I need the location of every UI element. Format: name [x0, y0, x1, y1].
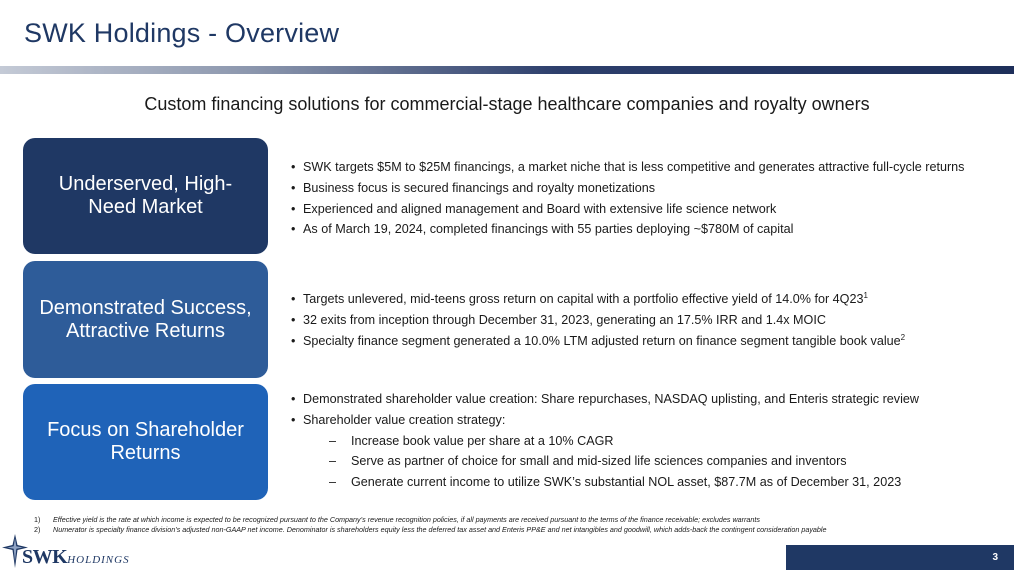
logo-secondary-text: HOLDINGS [67, 554, 130, 566]
footnote-text: Effective yield is the rate at which income is expected to be recognized pursuant to the Company’s revenue recognition policies, if all payments are received pursuant to the terms of the finance receivable; excludes warrants [53, 515, 761, 524]
footnote-text: Numerator is specialty finance division’s adjusted non-GAAP net income. Denominator is shareholders equity less the deferred tax asset and Enteris PP&E and net intangibles and goodwill, which adds-back the contingent consideration payable [53, 524, 827, 534]
bullet-list-shareholder-returns [291, 392, 919, 496]
sub-bullet-item: – Serve as partner of choice for small and mid-sized life sciences companies and inventors [291, 454, 919, 469]
footnotes [34, 515, 827, 534]
bullet-item: • 32 exits from inception through December 31, 2023, generating an 17.5% IRR and 1.4x MOIC [291, 313, 905, 328]
page-number-bar [786, 545, 1014, 570]
bullet-item: • Demonstrated shareholder value creation: Share repurchases, NASDAQ uplisting, and Enteris strategic review [291, 392, 919, 407]
page-number: 3 [992, 552, 998, 563]
bullet-list-underserved [291, 160, 964, 243]
bullet-item [291, 334, 905, 349]
footnote [34, 525, 827, 535]
bullet-text: Specialty finance segment generated a 10.0% LTM adjusted return on finance segment tangible book value [303, 333, 901, 348]
bullet-item: • SWK targets $5M to $25M financings, a market niche that is less competitive and generates attractive full-cycle returns [291, 160, 964, 175]
bullet-item: • Shareholder value creation strategy: [291, 413, 919, 428]
company-logo [0, 532, 150, 570]
page-subtitle: Custom financing solutions for commercial-stage healthcare companies and royalty owners [144, 94, 870, 114]
bullet-item: • Business focus is secured financings and royalty monetizations [291, 181, 964, 196]
section-label-underserved: Underserved, High-Need Market [23, 138, 268, 254]
sub-bullet-item: – Generate current income to utilize SWK’s substantial NOL asset, $87.7M as of December 31, 2023 [291, 475, 919, 490]
bullet-text: Targets unlevered, mid-teens gross return on capital with a portfolio effective yield of 14.0% for 4Q23 [303, 292, 864, 306]
header-divider [0, 66, 1014, 74]
footnote-ref: 1 [863, 290, 868, 300]
page-title: SWK Holdings - Overview [24, 18, 340, 48]
section-label-demonstrated-success: Demonstrated Success, Attractive Returns [23, 261, 268, 378]
logo-wordmark [22, 546, 130, 569]
bullet-item: • As of March 19, 2024, completed financings with 55 parties deploying ~$780M of capital [291, 222, 964, 237]
bullet-item [291, 292, 905, 307]
bullet-item: • Experienced and aligned management and Board with extensive life science network [291, 202, 964, 217]
footnote-number: 1) [34, 515, 41, 524]
logo-main-text: SWK [22, 546, 68, 568]
section-label-shareholder-returns: Focus on Shareholder Returns [23, 384, 268, 500]
footnote-ref: 2 [900, 332, 906, 342]
sub-bullet-item: – Increase book value per share at a 10% CAGR [291, 434, 919, 449]
bullet-list-demonstrated-success [291, 292, 905, 354]
footnote-number: 2) [34, 524, 41, 534]
footnote [34, 515, 827, 525]
